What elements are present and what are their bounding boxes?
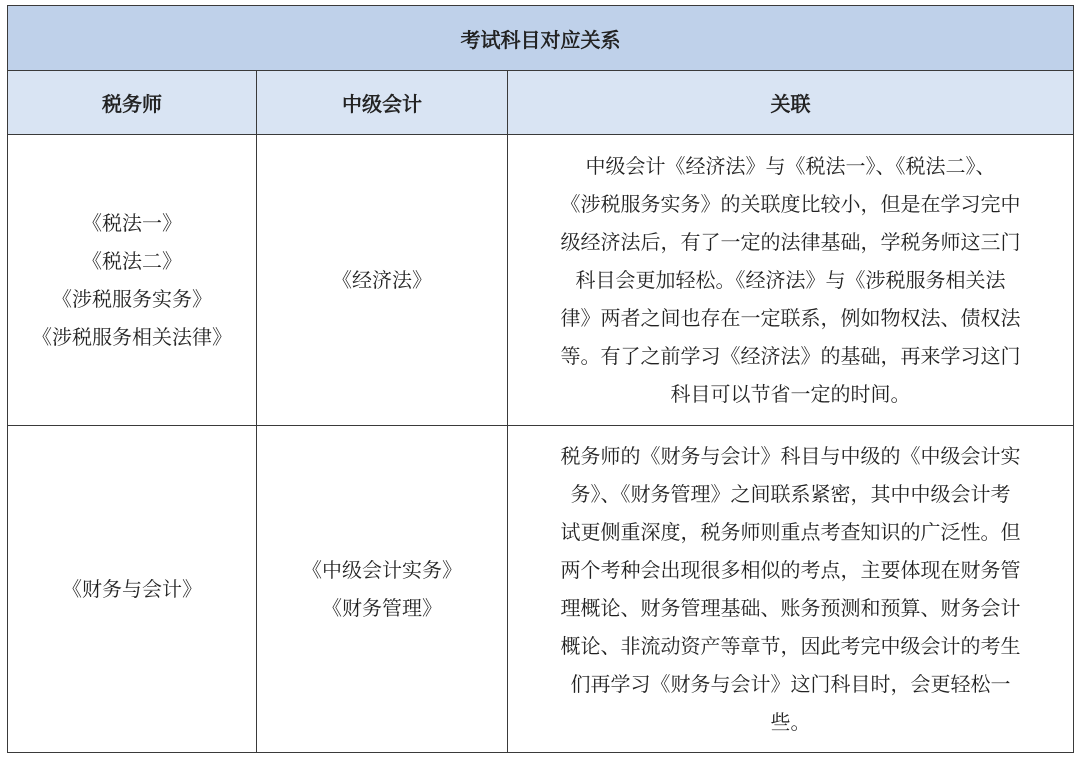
relation-text-line: 科目会更加轻松。《经济法》与《涉税服务相关法 — [575, 268, 1006, 292]
tax-subject: 《涉税服务相关法律》 — [32, 325, 232, 349]
accounting-subjects-cell — [257, 426, 508, 753]
relation-text-line: 试更侧重深度，税务师则重点考查知识的广泛性。但 — [560, 520, 1021, 544]
title-row — [8, 6, 1074, 71]
relation-text-line: 中级会计《经济法》与《税法一》、《税法二》、 — [585, 154, 996, 178]
accounting-subject: 《经济法》 — [332, 268, 432, 292]
header-relation: 关联 — [508, 71, 1074, 135]
tax-subject: 《财务与会计》 — [62, 577, 202, 601]
relation-text-line: 务》、《财务管理》之间联系紧密，其中中级会计考 — [570, 482, 1011, 506]
tax-subjects-cell — [8, 426, 257, 753]
relation-text-line: 概论、非流动资产等章节，因此考完中级会计的考生 — [560, 634, 1021, 658]
relation-text-line: 级经济法后，有了一定的法律基础，学税务师这三门 — [560, 230, 1021, 254]
relation-text-line: 税务师的《财务与会计》科目与中级的《中级会计实 — [560, 444, 1021, 468]
accounting-subject: 《中级会计实务》 — [302, 558, 462, 582]
relation-cell — [508, 426, 1074, 753]
relation-text-line: 等。有了之前学习《经济法》的基础，再来学习这门 — [560, 344, 1021, 368]
relation-cell — [508, 135, 1074, 426]
table-row — [8, 135, 1074, 426]
tax-subjects-cell — [8, 135, 257, 426]
table-title: 考试科目对应关系 — [8, 6, 1074, 71]
accounting-subject: 《财务管理》 — [322, 596, 442, 620]
tax-subject: 《税法一》 — [82, 211, 182, 235]
relation-text-line: 《涉税服务实务》的关联度比较小，但是在学习完中 — [560, 192, 1021, 216]
header-tax-advisor: 税务师 — [8, 71, 257, 135]
header-row — [8, 71, 1074, 135]
tax-subject: 《涉税服务实务》 — [52, 287, 212, 311]
relation-text-line: 科目可以节省一定的时间。 — [670, 382, 911, 406]
relation-text-line: 律》两者之间也存在一定联系，例如物权法、债权法 — [560, 306, 1021, 330]
subject-relation-table — [7, 5, 1074, 753]
accounting-subjects-cell — [257, 135, 508, 426]
relation-text-line: 理概论、财务管理基础、账务预测和预算、财务会计 — [560, 596, 1021, 620]
header-intermediate-accounting: 中级会计 — [257, 71, 508, 135]
relation-text-line: 们再学习《财务与会计》这门科目时，会更轻松一 — [570, 672, 1011, 696]
relation-text-line: 两个考种会出现很多相似的考点，主要体现在财务管 — [560, 558, 1021, 582]
relation-text-line: 些。 — [770, 710, 811, 734]
table-row — [8, 426, 1074, 753]
tax-subject: 《税法二》 — [82, 249, 182, 273]
